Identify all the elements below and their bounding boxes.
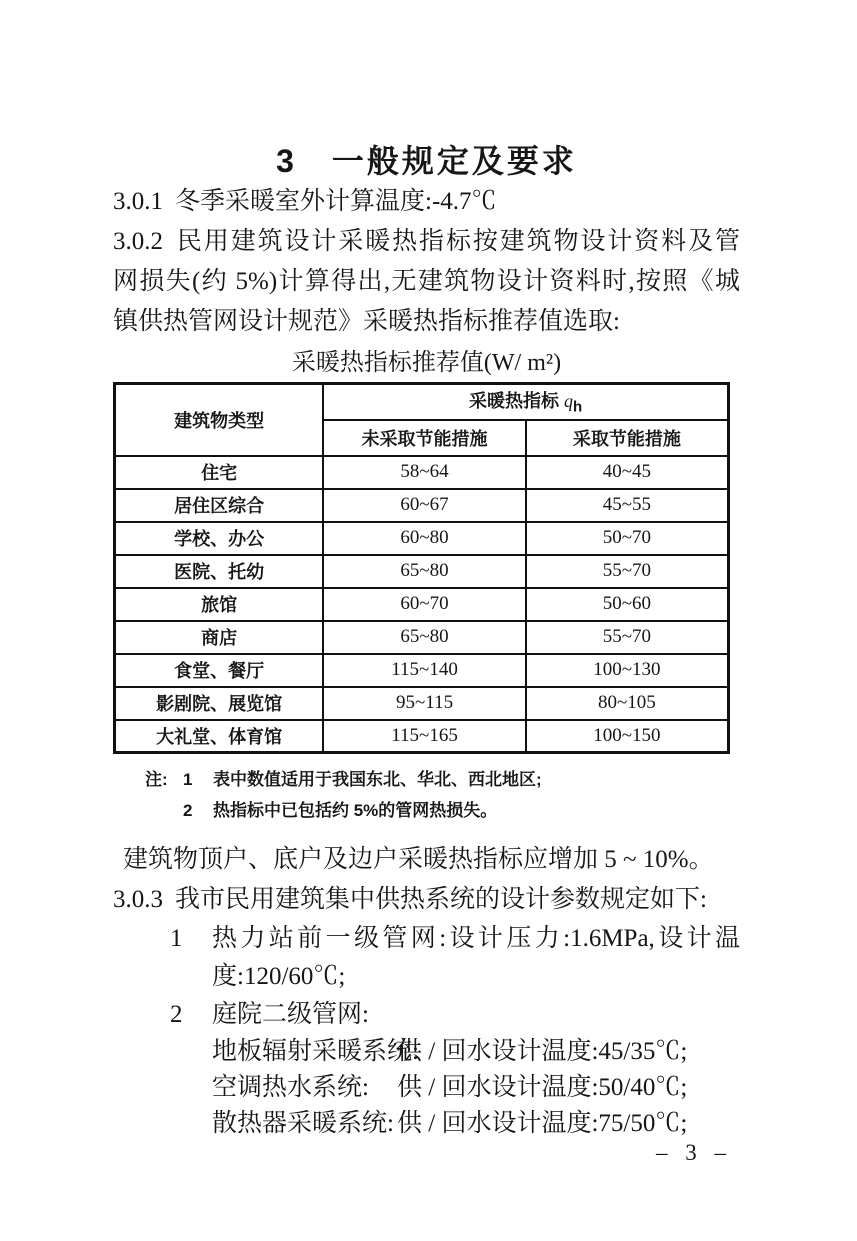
clause-text: 我市民用建筑集中供热系统的设计参数规定如下: — [175, 886, 707, 913]
note-number: 2 — [183, 801, 193, 820]
header-heating-index: 采暖热指标 $q_h$ — [323, 384, 728, 420]
system-row-floor-heating — [212, 1034, 740, 1070]
item-number: 2 — [170, 1001, 183, 1028]
cell-no-measures: 115~165 — [323, 720, 526, 753]
cell-building-type: 医院、托幼 — [115, 555, 324, 588]
clause-3-0-3-items — [170, 920, 740, 1142]
cell-building-type: 学校、办公 — [115, 522, 324, 555]
table-row — [115, 489, 729, 522]
cell-building-type: 商店 — [115, 621, 324, 654]
cell-building-type: 食堂、餐厅 — [115, 654, 324, 687]
clause-text: 冬季采暖室外计算温度:-4.7℃ — [175, 188, 497, 215]
note-1 — [145, 764, 740, 795]
clause-number: 3.0.2 — [113, 228, 163, 255]
note-number: 1 — [183, 770, 193, 789]
cell-building-type: 居住区综合 — [115, 489, 324, 522]
table-row — [115, 621, 729, 654]
paragraph-increase: 建筑物顶户、底户及边户采暖热指标应增加 5 ~ 10%。 — [123, 846, 714, 873]
page-number: – 3 – — [656, 1140, 732, 1165]
index-variable: q — [564, 391, 574, 412]
cell-with-measures: 55~70 — [526, 555, 729, 588]
table-caption: 采暖热指标推荐值(W/ m²) — [291, 350, 562, 376]
cell-no-measures: 95~115 — [323, 687, 526, 720]
cell-with-measures: 100~150 — [526, 720, 729, 753]
cell-with-measures: 50~70 — [526, 522, 729, 555]
note-text: 热指标中已包括约 5%的管网热损失。 — [213, 801, 498, 820]
page-title: 3 一般规定及要求 — [276, 143, 577, 179]
page-content — [113, 0, 740, 1142]
table-row — [115, 687, 729, 720]
system-spec: 供 / 回水设计温度:75/50℃; — [397, 1110, 688, 1137]
system-row-radiator — [212, 1106, 740, 1142]
clause-3-0-2-line-2: 网损失(约 5%)计算得出,无建筑物设计资料时,按照《城 — [113, 268, 740, 295]
table-row — [115, 588, 729, 621]
cell-building-type: 大礼堂、体育馆 — [115, 720, 324, 753]
cell-no-measures: 58~64 — [323, 456, 526, 489]
list-item-1 — [170, 920, 740, 958]
cell-no-measures: 60~70 — [323, 588, 526, 621]
cell-with-measures: 40~45 — [526, 456, 729, 489]
note-text: 表中数值适用于我国东北、华北、西北地区; — [213, 770, 542, 789]
item-text: 庭院二级管网: — [212, 1001, 369, 1028]
table-row — [115, 555, 729, 588]
cell-no-measures: 60~80 — [323, 522, 526, 555]
cell-with-measures: 80~105 — [526, 687, 729, 720]
table-row — [115, 654, 729, 687]
item-number: 1 — [170, 925, 183, 952]
cell-with-measures: 50~60 — [526, 588, 729, 621]
system-name: 空调热水系统: — [212, 1074, 369, 1101]
cell-no-measures: 60~67 — [323, 489, 526, 522]
heating-index-table — [113, 382, 730, 754]
cell-no-measures: 65~80 — [323, 555, 526, 588]
header-with-measures: 采取节能措施 — [526, 420, 729, 456]
system-name: 散热器采暖系统: — [212, 1110, 394, 1137]
index-subscript: h — [573, 399, 583, 417]
cell-building-type: 旅馆 — [115, 588, 324, 621]
clause-3-0-1 — [113, 182, 740, 222]
table-row — [115, 522, 729, 555]
note-2 — [145, 795, 740, 826]
cell-building-type: 影剧院、展览馆 — [115, 687, 324, 720]
list-item-1-continuation: 度:120/60℃; — [212, 963, 346, 990]
clause-number: 3.0.3 — [113, 886, 163, 913]
header-no-measures: 未采取节能措施 — [323, 420, 526, 456]
cell-no-measures: 115~140 — [323, 654, 526, 687]
system-spec: 供 / 回水设计温度:50/40℃; — [397, 1074, 688, 1101]
clause-3-0-2-line-1 — [113, 222, 740, 262]
system-spec: 供 / 回水设计温度:45/35℃; — [397, 1038, 688, 1065]
clause-3-0-3 — [113, 880, 740, 920]
note-prefix: 注: — [145, 770, 168, 789]
clause-number: 3.0.1 — [113, 188, 163, 215]
system-row-ac-hot-water — [212, 1070, 740, 1106]
table-notes — [145, 764, 740, 826]
cell-no-measures: 65~80 — [323, 621, 526, 654]
cell-with-measures: 45~55 — [526, 489, 729, 522]
system-name: 地板辐射采暖系统: — [212, 1038, 419, 1065]
clause-3-0-2-line-3: 镇供热管网设计规范》采暖热指标推荐值选取: — [113, 308, 620, 335]
cell-building-type: 住宅 — [115, 456, 324, 489]
header-building-type: 建筑物类型 — [115, 384, 324, 456]
table-row — [115, 456, 729, 489]
list-item-2 — [170, 996, 740, 1034]
clause-text: 民用建筑设计采暖热指标按建筑物设计资料及管 — [175, 228, 740, 255]
item-text: 热力站前一级管网:设计压力:1.6MPa,设计温 — [212, 925, 740, 952]
cell-with-measures: 100~130 — [526, 654, 729, 687]
cell-with-measures: 55~70 — [526, 621, 729, 654]
table-row — [115, 720, 729, 753]
